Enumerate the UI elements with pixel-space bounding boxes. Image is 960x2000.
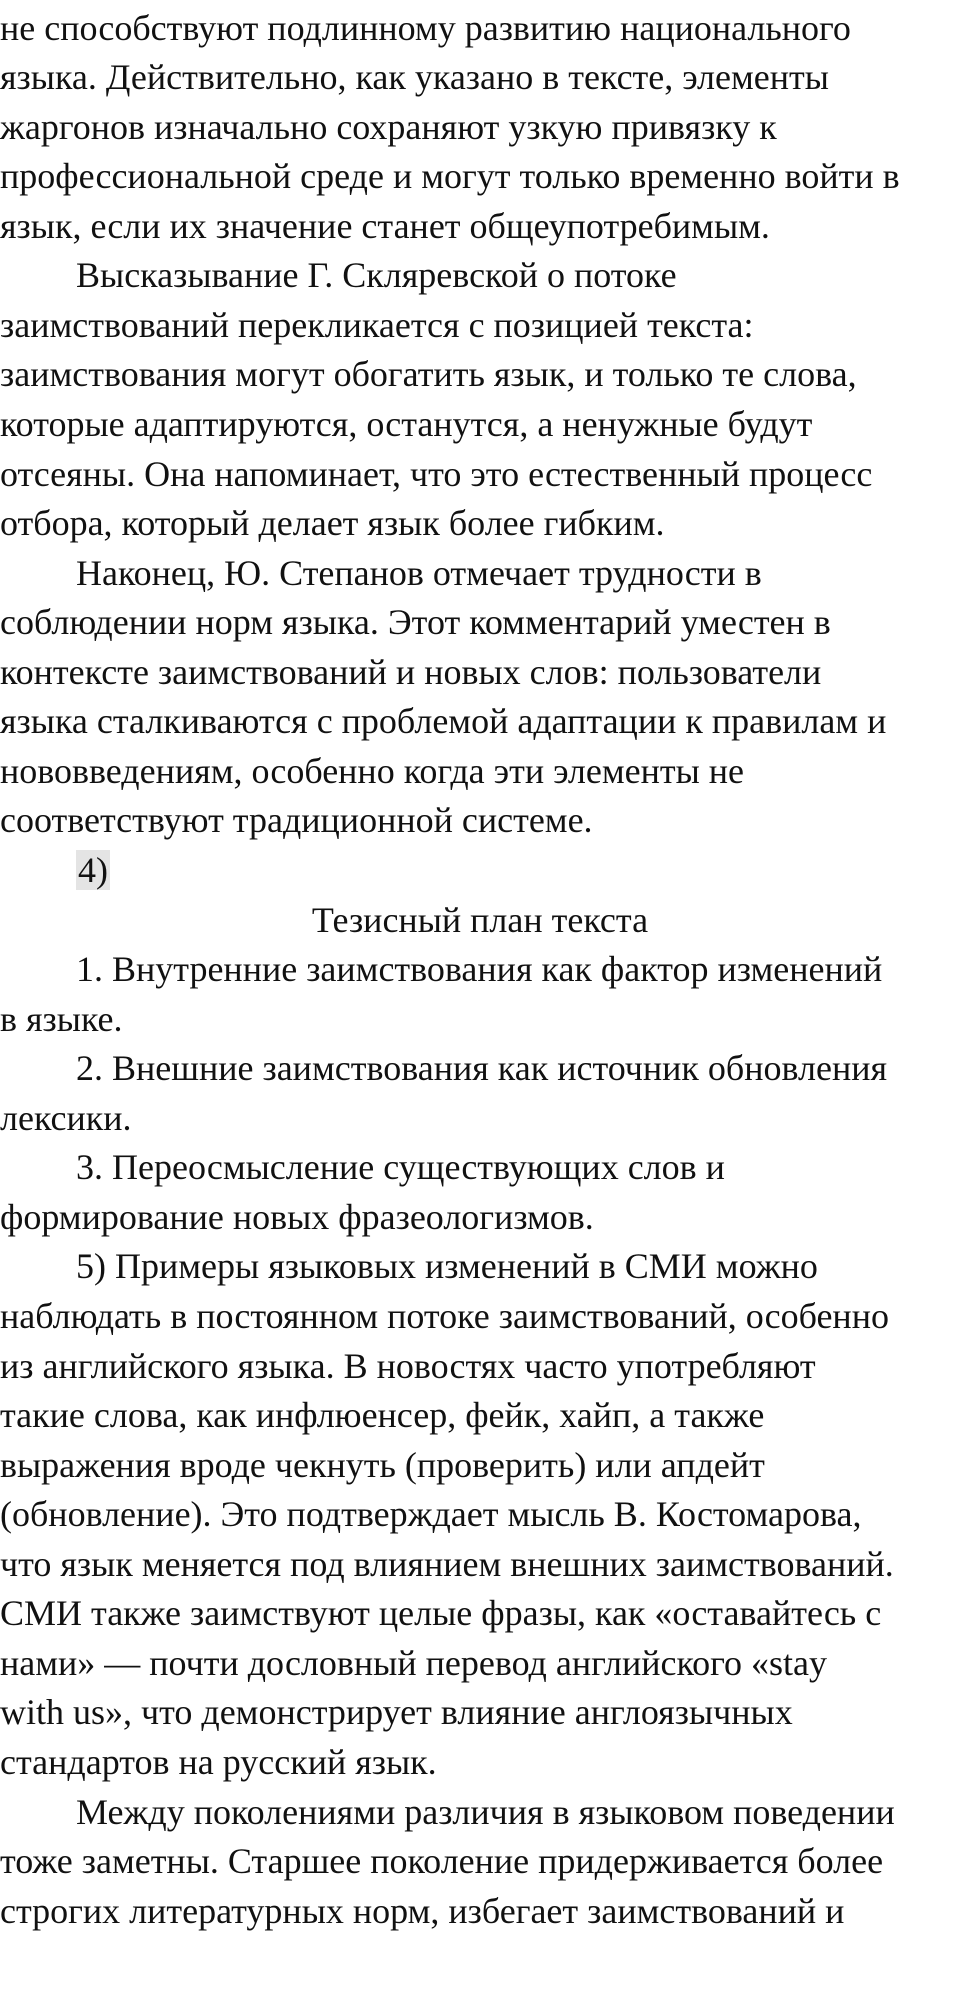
text-line: что язык меняется под влиянием внешних заимствований. <box>0 1544 894 1584</box>
text-line: языка сталкиваются с проблемой адаптации к правилам и <box>0 701 887 741</box>
paragraph-start-line: Высказывание Г. Скляревской о потоке <box>76 255 677 295</box>
section-5-start-line: 5) Примеры языковых изменений в СМИ можно <box>76 1246 818 1286</box>
plan-item-3: 3. Переосмысление существующих слов и <box>76 1147 725 1187</box>
highlighted-marker: 4) <box>78 850 108 890</box>
text-line: выражения вроде чекнуть (проверить) или апдейт <box>0 1445 765 1485</box>
text-line: формирование новых фразеологизмов. <box>0 1197 594 1237</box>
text-line: языка. Действительно, как указано в тексте, элементы <box>0 57 829 97</box>
text-line: соответствуют традиционной системе. <box>0 800 593 840</box>
text-line: такие слова, как инфлюенсер, фейк, хайп, а также <box>0 1395 765 1435</box>
text-line: строгих литературных норм, избегает заимствований и <box>0 1891 845 1931</box>
text-line: наблюдать в постоянном потоке заимствований, особенно <box>0 1296 889 1336</box>
text-line: язык, если их значение станет общеупотребимым. <box>0 206 770 246</box>
text-line: нами» — почти дословный перевод английского «stay <box>0 1643 828 1683</box>
text-line: лексики. <box>0 1098 132 1138</box>
text-line: отсеяны. Она напоминает, что это естественный процесс <box>0 454 873 494</box>
text-line: в языке. <box>0 999 123 1039</box>
text-line: тоже заметны. Старшее поколение придерживается более <box>0 1841 884 1881</box>
text-line: заимствования могут обогатить язык, и только те слова, <box>0 354 857 394</box>
text-line: заимствований перекликается с позицией текста: <box>0 305 754 345</box>
text-line: нововведениям, особенно когда эти элементы не <box>0 751 745 791</box>
text-line: стандартов на русский язык. <box>0 1742 437 1782</box>
text-line: из английского языка. В новостях часто употребляют <box>0 1346 816 1386</box>
text-line: СМИ также заимствуют целые фразы, как «оставайтесь с <box>0 1593 882 1633</box>
text-line: with us», что демонстрирует влияние англоязычных <box>0 1692 793 1732</box>
plan-item-1: 1. Внутренние заимствования как фактор изменений <box>76 949 883 989</box>
text-line: соблюдении норм языка. Этот комментарий уместен в <box>0 602 831 642</box>
paragraph-start-line: Между поколениями различия в языковом поведении <box>76 1792 895 1832</box>
paragraph-start-line: Наконец, Ю. Степанов отмечает трудности в <box>76 553 762 593</box>
text-line: жаргонов изначально сохраняют узкую привязку к <box>0 107 777 147</box>
section-heading: Тезисный план текста <box>311 900 649 940</box>
section-number-4 <box>76 846 110 896</box>
text-line: не способствуют подлинному развитию национального <box>0 8 851 48</box>
plan-item-2: 2. Внешние заимствования как источник обновления <box>76 1048 888 1088</box>
text-line: профессиональной среде и могут только временно войти в <box>0 156 900 196</box>
text-line: которые адаптируются, останутся, а ненужные будут <box>0 404 813 444</box>
text-line: (обновление). Это подтверждает мысль В. Костомарова, <box>0 1494 862 1534</box>
text-line: контексте заимствований и новых слов: пользователи <box>0 652 822 692</box>
text-line: отбора, который делает язык более гибким. <box>0 503 665 543</box>
